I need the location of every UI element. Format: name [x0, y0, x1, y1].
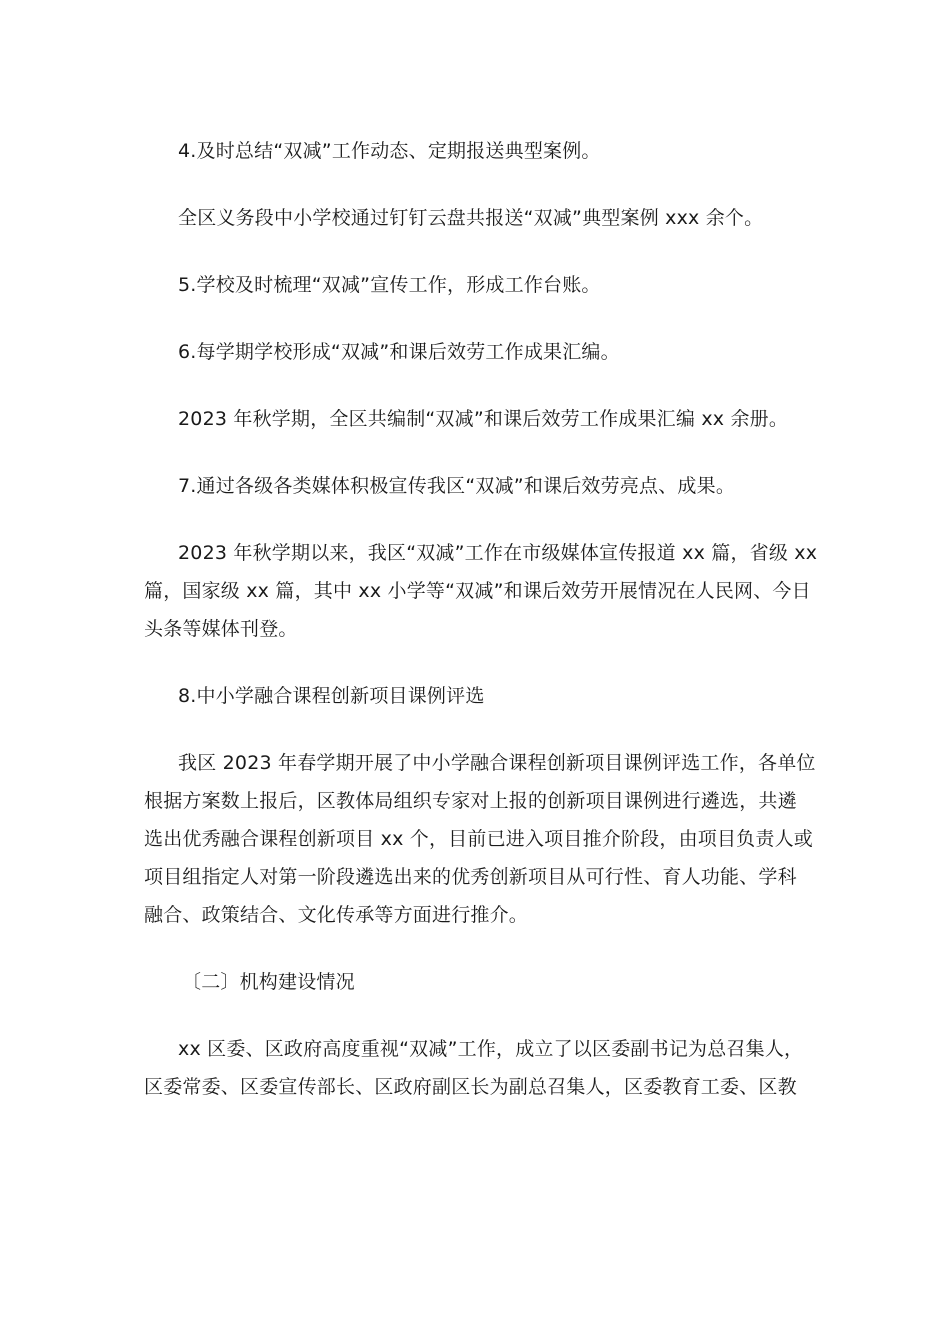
- text-line: 融合、政策结合、文化传承等方面进行推介。: [144, 904, 529, 926]
- text-line: xx 区委、区政府高度重视“双减”工作，成立了以区委副书记为总召集人，: [178, 1038, 804, 1060]
- text-line: 我区 2023 年春学期开展了中小学融合课程创新项目课例评选工作，各单位: [178, 752, 816, 774]
- paragraph-course-selection: [144, 744, 816, 934]
- text-line: 2023 年秋学期以来，我区“双减”工作在市级媒体宣传报道 xx 篇，省级 xx: [178, 542, 818, 564]
- document-body: [144, 132, 818, 1106]
- text-line: 区委常委、区委宣传部长、区政府副区长为副总召集人，区委教育工委、区教: [144, 1076, 797, 1098]
- paragraph-item4: 4.及时总结“双减”工作动态、定期报送典型案例。: [178, 140, 601, 162]
- text-line: 头条等媒体刊登。: [144, 618, 298, 640]
- text-line: 根据方案数上报后，区教体局组织专家对上报的创新项目课例进行遴选，共遴: [144, 790, 797, 812]
- text-line: 项目组指定人对第一阶段遴选出来的优秀创新项目从可行性、育人功能、学科: [144, 866, 797, 888]
- text-line: 篇，国家级 xx 篇，其中 xx 小学等“双减”和课后效劳开展情况在人民网、今日: [144, 580, 811, 602]
- paragraph-item5: 5.学校及时梳理“双减”宣传工作，形成工作台账。: [178, 274, 601, 296]
- section-heading-institution: 〔二〕机构建设情况: [182, 971, 355, 993]
- paragraph-institution: [144, 1030, 808, 1106]
- paragraph-item7: 7.通过各级各类媒体积极宣传我区“双减”和课后效劳亮点、成果。: [178, 475, 736, 497]
- paragraph-item6: 6.每学期学校形成“双减”和课后效劳工作成果汇编。: [178, 341, 620, 363]
- paragraph-media-coverage: [144, 534, 818, 648]
- paragraph-cases-count: 全区义务段中小学校通过钉钉云盘共报送“双减”典型案例 xxx 余个。: [178, 207, 764, 229]
- paragraph-compilation: 2023 年秋学期，全区共编制“双减”和课后效劳工作成果汇编 xx 余册。: [178, 408, 789, 430]
- text-line: 选出优秀融合课程创新项目 xx 个，目前已进入项目推介阶段，由项目负责人或: [144, 828, 813, 850]
- heading-item8: 8.中小学融合课程创新项目课例评选: [178, 685, 485, 707]
